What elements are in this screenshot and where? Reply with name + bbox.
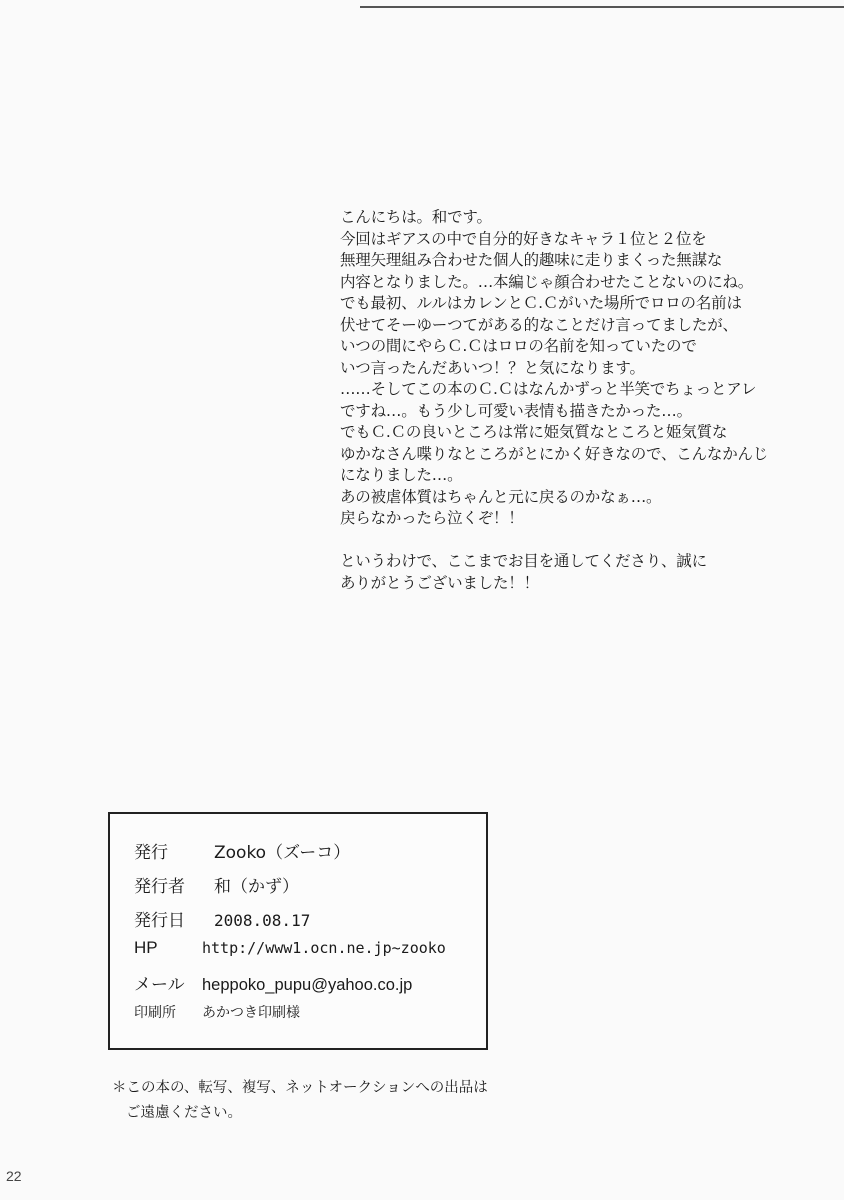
- afterword-line: 今回はギアスの中で自分的好きなキャラ１位と２位を: [340, 229, 707, 248]
- afterword-line: ありがとうございました！！: [340, 573, 539, 592]
- colophon-row-printer: [134, 1002, 300, 1022]
- afterword-line: こんにちは。和です。: [340, 208, 492, 226]
- page-edge-line: [360, 6, 844, 8]
- colophon-box: [108, 812, 488, 1050]
- afterword-line: ゆかなさん喋りなところがとにかく好きなので、こんなかんじ: [340, 444, 769, 463]
- date-value: 2008.08.17: [214, 911, 311, 930]
- afterword-line: ですね…。もう少し可愛い表情も描きたかった…。: [340, 401, 692, 420]
- author-label: 発行者: [134, 877, 185, 897]
- afterword-line: いつ言ったんだあいつ！？と気になります。: [340, 358, 645, 377]
- page-number: 22: [6, 1168, 22, 1184]
- publisher-value: Zooko（ズーコ）: [214, 843, 351, 863]
- colophon-row-homepage: [134, 938, 446, 958]
- homepage-label: HP: [134, 938, 158, 957]
- afterword-line: でも最初、ルルはカレンとＣ.Ｃがいた場所でロロの名前は: [340, 294, 742, 312]
- afterword-line: 伏せてそーゆーつてがある的なことだけ言ってましたが、: [340, 315, 738, 334]
- notice-line: ご遠慮ください。: [126, 1105, 242, 1121]
- printer-label: 印刷所: [134, 1005, 176, 1021]
- colophon-row-publisher: [134, 838, 350, 863]
- notice-line: ＊この本の、転写、複写、ネットオークションへの出品は: [112, 1080, 488, 1096]
- afterword-blank-line: [340, 530, 830, 552]
- homepage-url: http://www1.ocn.ne.jp~zooko: [202, 939, 446, 957]
- colophon-row-mail: [134, 970, 412, 995]
- afterword-line: 無理矢理組み合わせた個人的趣味に走りまくった無謀な: [340, 251, 723, 269]
- mail-address: heppoko_pupu@yahoo.co.jp: [202, 976, 413, 994]
- afterword-line: になりました…。: [340, 466, 463, 484]
- author-value: 和（かず）: [214, 877, 299, 897]
- afterword-line: というわけで、ここまでお目を通してくださり、誠に: [340, 552, 707, 570]
- afterword-line: いつの間にやらＣ.Ｃはロロの名前を知っていたので: [340, 337, 697, 355]
- colophon-row-author: [134, 872, 299, 897]
- mail-label: メール: [134, 975, 185, 995]
- colophon-row-date: [134, 906, 310, 931]
- afterword-line: でもＣ.Ｃの良いところは常に姫気質なところと姫気質な: [340, 423, 728, 441]
- afterword-line: 戻らなかったら泣くぞ！！: [340, 509, 524, 527]
- afterword-line: あの被虐体質はちゃんと元に戻るのかなぁ…。: [340, 487, 662, 506]
- afterword-line: 内容となりました。…本編じゃ顔合わせたことないのにね。: [340, 272, 754, 291]
- copyright-notice: [112, 1076, 488, 1126]
- afterword-text: [340, 207, 830, 594]
- printer-value: あかつき印刷様: [202, 1005, 300, 1021]
- publisher-label: 発行: [134, 843, 168, 863]
- date-label: 発行日: [134, 911, 185, 931]
- afterword-line: ……そしてこの本のＣ.Ｃはなんかずっと半笑でちょっとアレ: [340, 380, 757, 398]
